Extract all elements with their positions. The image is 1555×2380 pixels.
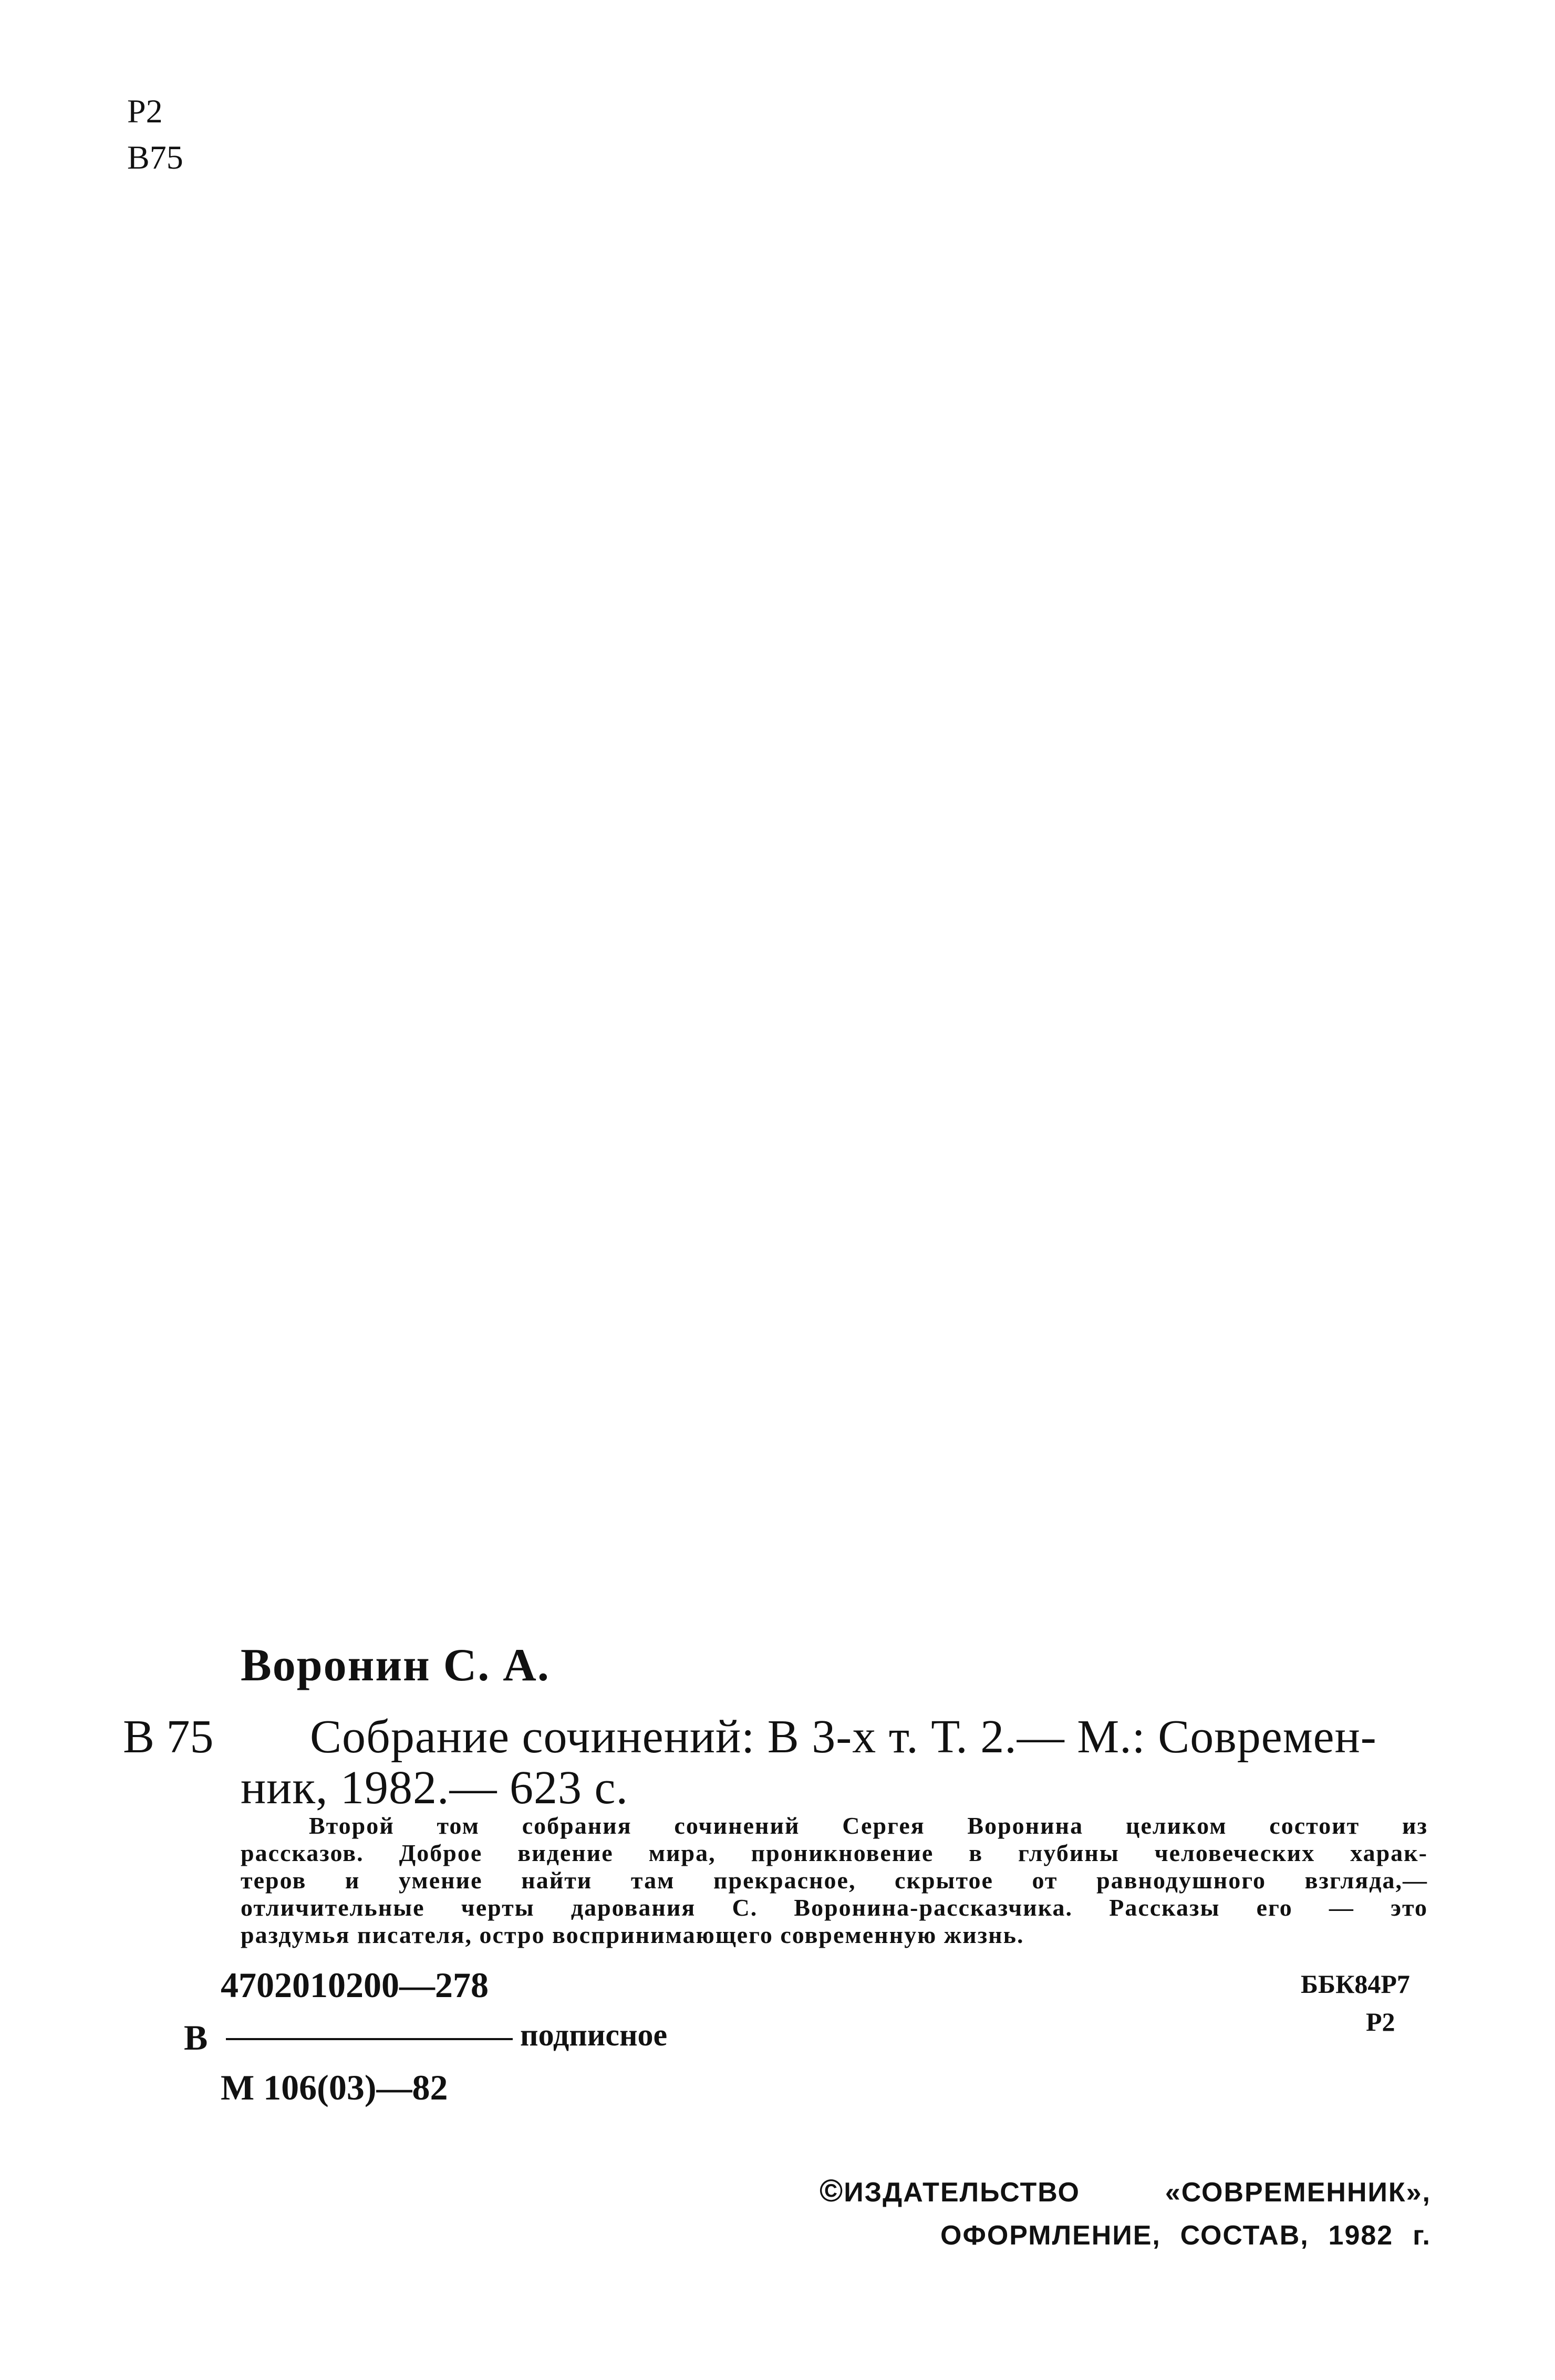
bbk-subcode: Р2: [1366, 2007, 1395, 2036]
catalog-mark: В 75: [123, 1711, 214, 1763]
author-mark-code: В75: [127, 139, 183, 176]
copyright-sign: ©: [820, 2173, 844, 2208]
annotation-line: рассказов. Доброе видение мира, проникновение в глубины человеческих харак-: [241, 1839, 1428, 1866]
index-formula-fraction-rule: [226, 2038, 513, 2040]
index-formula-prefix: В: [184, 2018, 208, 2057]
index-formula-numerator: 4702010200—278: [221, 1965, 489, 2005]
bbk-code: ББК84Р7: [1301, 1969, 1410, 1999]
copyright-line-1: ИЗДАТЕЛЬСТВО «СОВРЕМЕННИК»,: [844, 2177, 1431, 2208]
annotation-line: раздумья писателя, остро воспринимающего современную жизнь.: [241, 1921, 1024, 1948]
bibliographic-title-line-2: ник, 1982.— 623 с.: [241, 1762, 628, 1814]
copyright-line-2: ОФОРМЛЕНИЕ, СОСТАВ, 1982 г.: [940, 2220, 1431, 2251]
bibliographic-title-line-1: Собрание сочинений: В 3-х т. Т. 2.— М.: Современ-: [310, 1711, 1377, 1763]
annotation-line: Второй том собрания сочинений Сергея Воронина целиком состоит из: [309, 1812, 1428, 1839]
classification-code-primary: Р2: [127, 92, 163, 130]
author-name: Воронин С. А.: [241, 1640, 550, 1691]
subscription-note: подписное: [520, 2018, 668, 2052]
classification-codes: [127, 88, 183, 181]
annotation-line: отличительные черты дарования С. Воронина-рассказчика. Рассказы его — это: [241, 1894, 1428, 1921]
annotation-line: теров и умение найти там прекрасное, скрытое от равнодушного взгляда,—: [241, 1867, 1428, 1894]
copyright-notice: [820, 2169, 1431, 2257]
index-formula-denominator: М 106(03)—82: [221, 2067, 448, 2107]
annotation: [241, 1812, 1428, 1949]
